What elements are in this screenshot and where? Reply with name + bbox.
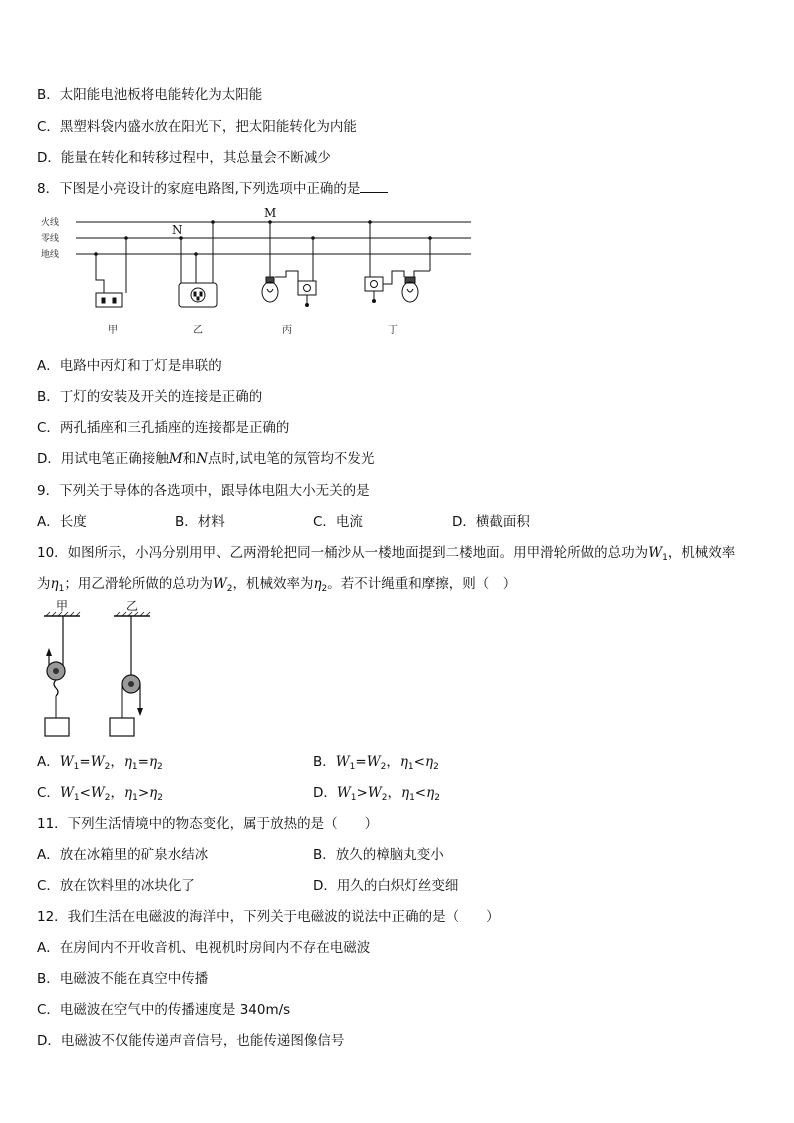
q8-option-c: C．两孔插座和三孔插座的连接都是正确的 (37, 420, 290, 436)
q7-option-b: B．太阳能电池板将电能转化为太阳能 (37, 87, 263, 103)
device-label-yi: 乙 (193, 325, 203, 336)
q12-option-d: D．电磁波不仅能传递声音信号，也能传递图像信号 (37, 1033, 345, 1049)
eta: η (124, 785, 133, 801)
device-label-ding: 丁 (388, 325, 398, 336)
option-prefix: C． (37, 785, 60, 801)
eta: η (424, 754, 434, 770)
w: W (90, 785, 105, 801)
device-label-bing: 丙 (282, 325, 292, 336)
relation: < (414, 785, 427, 801)
eta: η (149, 785, 158, 801)
q8-stem-text: 8．下图是小亮设计的家庭电路图,下列选项中正确的是 (37, 181, 361, 197)
wire-label-live: 火线 (41, 218, 60, 228)
sub-2: 2 (321, 584, 328, 594)
eta: η (399, 754, 408, 770)
sub-2: 2 (434, 793, 440, 803)
sep: ， (110, 754, 124, 770)
q8-option-d-and: 和 (182, 451, 197, 467)
sub-1: 1 (409, 793, 415, 803)
household-circuit-diagram (36, 205, 476, 340)
two-hole-socket (96, 238, 126, 307)
q7-option-c: C．黑塑料袋内盛水放在阳光下，把太阳能转化为内能 (37, 119, 357, 135)
q8-option-a: A．电路中丙灯和丁灯是串联的 (37, 358, 222, 374)
eta: η (123, 754, 132, 770)
sub-1: 1 (131, 762, 138, 772)
sub-2: 2 (157, 793, 163, 803)
sub-2: 2 (380, 762, 387, 772)
sub-2: 2 (433, 762, 439, 772)
q11-option-b: B．放久的樟脑丸变小 (313, 847, 444, 863)
w: W (59, 785, 74, 801)
q12-option-a: A．在房间内不开收音机、电视机时房间内不存在电磁波 (37, 940, 371, 956)
q8-point-m: M (168, 451, 183, 467)
relation: > (137, 785, 150, 801)
sub-1: 1 (662, 553, 668, 563)
q10-stem-line1 (37, 541, 735, 563)
q10-stem-text-f: 。若不计绳重和摩擦，则（ ） (327, 576, 517, 592)
sub-2: 2 (104, 793, 111, 803)
q11-option-a: A．放在冰箱里的矿泉水结冰 (37, 847, 209, 863)
sub-1: 1 (73, 793, 80, 803)
sub-1: 1 (349, 762, 356, 772)
point-m-label: M (264, 206, 277, 220)
q9-option-d: D．横截面积 (452, 514, 530, 530)
q9-option-a: A．长度 (37, 514, 87, 530)
q10-option-a (37, 750, 163, 772)
lamp-bing-with-switch (262, 222, 316, 307)
sub-1: 1 (350, 793, 357, 803)
sub-2: 2 (381, 793, 388, 803)
option-prefix: D． (313, 785, 337, 801)
q8-option-d-suffix: 点时,试电笔的氖管均不发光 (208, 451, 375, 467)
sub-1: 1 (407, 762, 414, 772)
q8-answer-blank (360, 180, 388, 193)
eta: η (148, 754, 158, 770)
q10-w1: W (648, 545, 663, 561)
three-hole-socket (179, 222, 217, 307)
q10-option-b (313, 750, 439, 772)
relation: < (413, 754, 425, 770)
sub-2: 2 (104, 762, 111, 772)
sub-1: 1 (132, 793, 138, 803)
eta: η (400, 785, 410, 801)
w: W (90, 754, 105, 770)
lamp-ding-with-switch (365, 222, 430, 303)
sub-1: 1 (73, 762, 80, 772)
wire-label-ground: 地线 (41, 250, 60, 260)
q9-option-c: C．电流 (313, 514, 363, 530)
sub-2: 2 (226, 584, 233, 594)
point-n-label: N (172, 223, 183, 237)
eta: η (426, 785, 435, 801)
sep: ， (386, 754, 400, 770)
q12-option-c: C．电磁波在空气中的传播速度是 340m/s (37, 1002, 291, 1018)
q10-stem-text-a: 10．如图所示，小冯分别用甲、乙两滑轮把同一桶沙从一楼地面提到二楼地面。用甲滑轮所做的总功为 (37, 545, 649, 561)
q8-option-b: B．丁灯的安装及开关的连接是正确的 (37, 389, 263, 405)
q11-stem: 11．下列生活情境中的物态变化，属于放热的是（ ） (37, 816, 379, 832)
device-label-jia: 甲 (108, 325, 118, 336)
sep: ， (387, 785, 401, 801)
q10-eta1: η (50, 576, 59, 592)
q11-option-c: C．放在饮料里的冰块化了 (37, 878, 195, 894)
relation: = (137, 754, 149, 770)
option-prefix: B． (313, 754, 336, 770)
q12-option-b: B．电磁波不能在真空中传播 (37, 971, 209, 987)
option-prefix: A． (37, 754, 60, 770)
pulley-label-jia: 甲 (56, 599, 69, 613)
pulley-label-yi: 乙 (126, 599, 139, 613)
q8-option-d (37, 447, 374, 467)
relation: < (79, 785, 91, 801)
q10-w2: W (212, 576, 227, 592)
q10-option-c (37, 781, 163, 803)
w: W (59, 754, 74, 770)
wire-label-neutral: 零线 (41, 234, 60, 244)
sub-2: 2 (157, 762, 163, 772)
sub-1: 1 (58, 584, 65, 594)
movable-pulley-jia (44, 612, 80, 736)
q10-eta2: η (313, 576, 322, 592)
q8-point-n: N (196, 451, 209, 467)
w: W (336, 785, 351, 801)
q10-stem-text-c: 为 (37, 576, 51, 592)
q11-option-d: D．用久的白炽灯丝变细 (313, 878, 459, 894)
q10-stem-text-e: ，机械效率为 (232, 576, 314, 592)
relation: = (79, 754, 91, 770)
w: W (367, 785, 382, 801)
relation: > (356, 785, 368, 801)
q10-stem-text-b: ，机械效率 (667, 545, 736, 561)
q8-option-d-prefix: D．用试电笔正确接触 (37, 451, 169, 467)
w: W (366, 754, 381, 770)
q10-stem-line2 (37, 572, 516, 594)
q10-option-d (313, 781, 440, 803)
pulley-diagram (36, 596, 166, 741)
relation: = (355, 754, 367, 770)
fixed-pulley-yi (110, 612, 150, 736)
q10-stem-text-d: ；用乙滑轮所做的总功为 (64, 576, 213, 592)
w: W (335, 754, 350, 770)
q8-stem (37, 177, 388, 197)
sep: ， (110, 785, 124, 801)
q9-stem: 9．下列关于导体的各选项中，跟导体电阻大小无关的是 (37, 483, 370, 499)
q9-option-b: B．材料 (175, 514, 225, 530)
q7-option-d: D．能量在转化和转移过程中，其总量会不断减少 (37, 150, 331, 166)
q12-stem: 12．我们生活在电磁波的海洋中，下列关于电磁波的说法中正确的是（ ） (37, 909, 500, 925)
